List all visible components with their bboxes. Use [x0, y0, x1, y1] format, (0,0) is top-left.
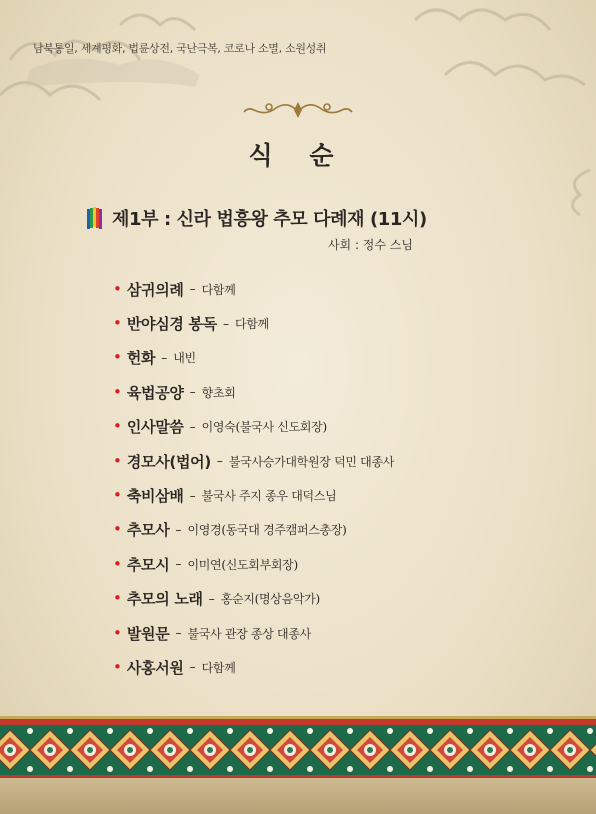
program-item: [113, 306, 394, 340]
program-item: [113, 513, 394, 547]
program-item: [113, 341, 394, 375]
bullet-icon: •: [113, 382, 122, 401]
program-item-separator: –: [175, 522, 182, 537]
program-item-separator: –: [189, 419, 196, 434]
program-item-name: 축비삼배: [126, 487, 184, 506]
program-item-name: 삼귀의례: [126, 280, 184, 299]
program-item: [113, 375, 394, 409]
program-item-name: 발원문: [126, 624, 170, 643]
program-item-person: 불국사 주지 종우 대덕스님: [201, 489, 337, 504]
program-item-person: 불국사 관장 종상 대종사: [187, 626, 311, 641]
section-header: [87, 205, 427, 231]
bullet-icon: •: [113, 657, 122, 676]
section-title: 제1부 : 신라 법흥왕 추모 다례재 (11시): [112, 209, 427, 230]
bullet-icon: •: [113, 589, 122, 608]
program-item-person: 이영경(동국대 경주캠퍼스총장): [187, 523, 347, 538]
bullet-icon: •: [113, 486, 122, 505]
program-item-separator: –: [175, 557, 182, 572]
program-item: [113, 272, 394, 306]
program-item-name: 반야심경 봉독: [126, 315, 217, 334]
program-item-person: 불국사승가대학원장 덕민 대종사: [228, 454, 395, 469]
program-item-person: 다함께: [201, 282, 236, 297]
program-item-name: 육법공양: [126, 383, 184, 402]
program-item-separator: –: [208, 591, 215, 606]
program-item: [113, 616, 394, 650]
bottom-strip: [0, 778, 596, 814]
program-list: [113, 272, 394, 685]
host-text: 사회 : 정수 스님: [327, 238, 413, 252]
program-item-person: 다함께: [201, 660, 236, 675]
program-item-person: 향초회: [201, 385, 236, 400]
program-item-person: 내빈: [173, 351, 196, 366]
program-item-name: 인사말씀: [126, 418, 184, 437]
program-item-separator: –: [189, 385, 196, 400]
program-item-person: 다함께: [234, 317, 269, 332]
program-item: [113, 582, 394, 616]
program-item: [113, 650, 394, 684]
page-title: 식 순: [248, 141, 348, 170]
scroll-ornament-icon: [243, 98, 353, 124]
program-item-separator: –: [216, 454, 223, 469]
dancheong-pattern-icon: [0, 719, 596, 781]
program-item-name: 추모의 노래: [126, 590, 203, 609]
cloud-decoration-icon: [0, 0, 210, 120]
program-item: [113, 547, 394, 581]
cloud-decoration-icon: [385, 0, 596, 110]
program-item-name: 추모시: [126, 555, 170, 574]
program-item-separator: –: [189, 488, 196, 503]
bullet-icon: •: [113, 520, 122, 539]
bullet-icon: •: [113, 279, 122, 298]
bullet-icon: •: [113, 417, 122, 436]
program-item-name: 경모사(법어): [126, 452, 211, 471]
program-item-separator: –: [189, 282, 196, 297]
bullet-icon: •: [113, 554, 122, 573]
program-item: [113, 478, 394, 512]
bullet-icon: •: [113, 314, 122, 333]
program-item: [113, 410, 394, 444]
program-item-person: 이미연(신도회부회장): [187, 557, 298, 572]
program-item-name: 헌화: [126, 349, 156, 368]
program-item-person: 홍순지(명상음악가): [220, 592, 320, 607]
program-item: [113, 444, 394, 478]
program-item-separator: –: [222, 316, 229, 331]
program-item-name: 추모사: [126, 521, 170, 540]
program-item-person: 이영숙(불국사 신도회장): [201, 420, 327, 435]
bullet-icon: •: [113, 623, 122, 642]
program-item-name: 사홍서원: [126, 658, 184, 677]
program-item-separator: –: [189, 660, 196, 675]
program-item-separator: –: [161, 350, 168, 365]
motto-text: 남북통일, 세계평화, 법륜상전, 국난극복, 코로나 소멸, 소원성취: [33, 42, 327, 55]
bullet-icon: •: [113, 348, 122, 367]
dancheong-band: [0, 716, 596, 781]
striped-marker-icon: [87, 207, 104, 230]
program-item-separator: –: [175, 626, 182, 641]
bullet-icon: •: [113, 451, 122, 470]
